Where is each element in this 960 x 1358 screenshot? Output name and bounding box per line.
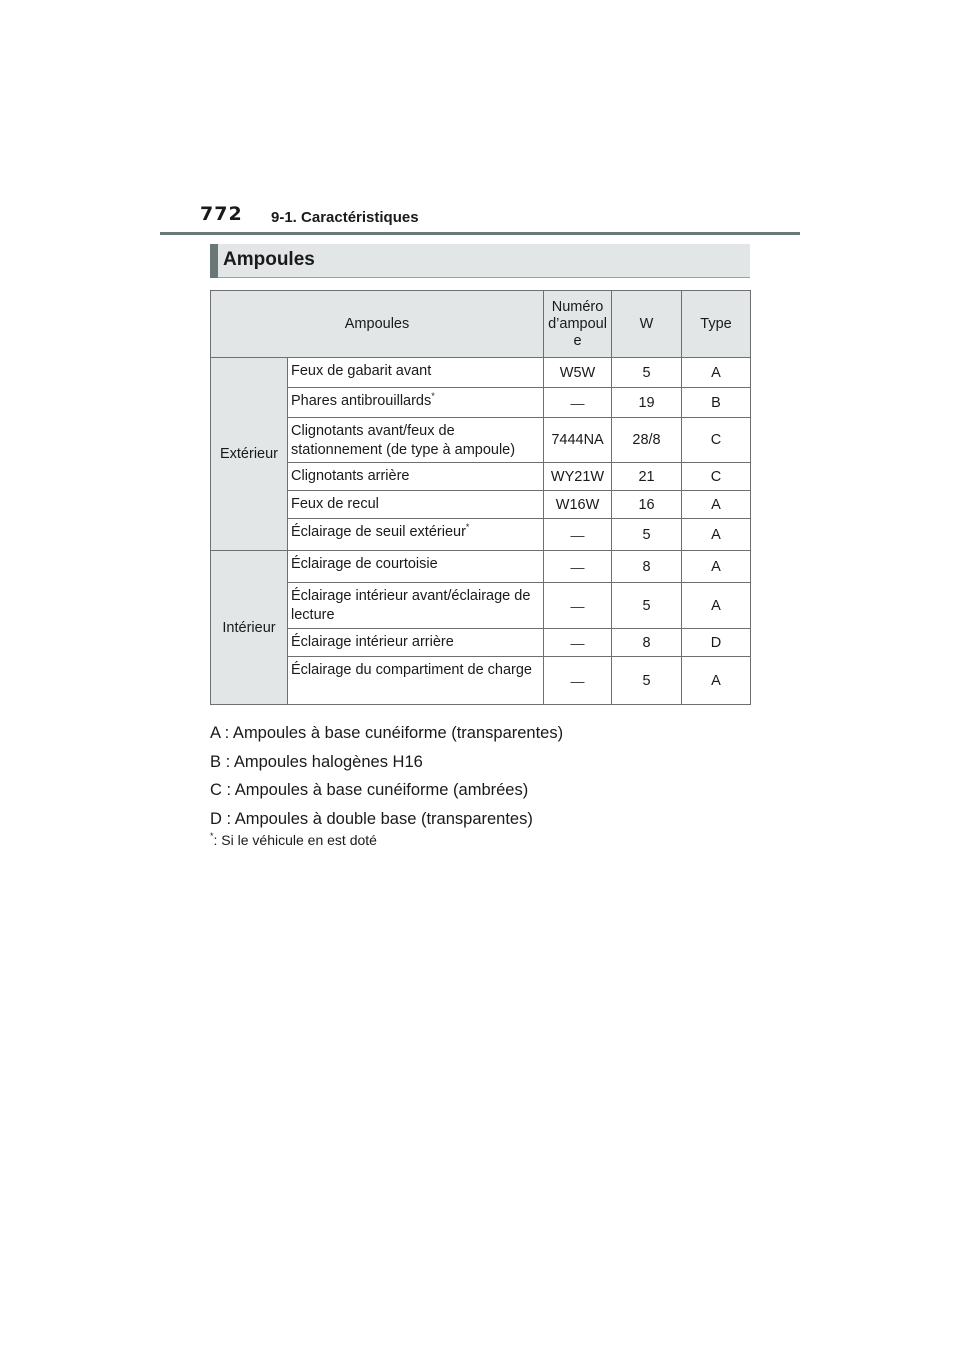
table-row <box>211 388 751 418</box>
bulb-number: — <box>544 519 612 551</box>
bulb-type: C <box>682 463 751 491</box>
table-row <box>211 629 751 657</box>
bulb-name: Feux de recul <box>288 491 544 519</box>
table-header <box>211 291 751 358</box>
table-row <box>211 583 751 629</box>
bulb-watt: 5 <box>612 657 682 705</box>
type-legend <box>210 719 563 833</box>
bulb-type: A <box>682 491 751 519</box>
column-header-type: Type <box>682 291 751 358</box>
table-row <box>211 551 751 583</box>
table-body <box>211 358 751 705</box>
bulb-type: A <box>682 583 751 629</box>
bulb-number: — <box>544 657 612 705</box>
bulb-number: 7444NA <box>544 418 612 463</box>
table-row <box>211 418 751 463</box>
legend-item-d: D : Ampoules à double base (transparentes) <box>210 809 533 828</box>
bulb-watt: 5 <box>612 358 682 388</box>
bulb-watt: 5 <box>612 583 682 629</box>
table-row <box>211 657 751 705</box>
group-label: Extérieur <box>211 358 288 551</box>
bulb-type: C <box>682 418 751 463</box>
bulb-name: Éclairage intérieur avant/éclairage de lecture <box>288 583 544 629</box>
bulb-type: A <box>682 551 751 583</box>
header-rule <box>160 232 800 235</box>
heading-text: Ampoules <box>223 249 315 270</box>
footnote-text: : Si le véhicule en est doté <box>213 832 377 848</box>
bulb-watt: 8 <box>612 629 682 657</box>
table-row <box>211 491 751 519</box>
bulb-name: Clignotants avant/feux de stationnement (de type à ampoule) <box>288 418 544 463</box>
bulb-name: Phares antibrouillards* <box>288 388 544 418</box>
bulb-number: WY21W <box>544 463 612 491</box>
bulb-type: A <box>682 358 751 388</box>
bulb-type: A <box>682 519 751 551</box>
bulb-watt: 19 <box>612 388 682 418</box>
bulb-name: Feux de gabarit avant <box>288 358 544 388</box>
footnote-marker: * <box>210 831 214 841</box>
page-header <box>0 0 960 240</box>
bulb-watt: 5 <box>612 519 682 551</box>
group-label: Intérieur <box>211 551 288 705</box>
bulb-number: — <box>544 551 612 583</box>
column-header-bulbs: Ampoules <box>211 291 544 358</box>
bulb-name: Éclairage intérieur arrière <box>288 629 544 657</box>
column-header-number: Numéro d’ampoule <box>544 291 612 358</box>
bulb-number: — <box>544 583 612 629</box>
bulb-watt: 16 <box>612 491 682 519</box>
footnote-marker: * <box>431 391 435 401</box>
bulb-name: Éclairage du compartiment de charge <box>288 657 544 705</box>
bulb-watt: 21 <box>612 463 682 491</box>
bulb-name: Éclairage de courtoisie <box>288 551 544 583</box>
bulb-number: — <box>544 629 612 657</box>
page-number: 772 <box>200 203 243 225</box>
bulb-number: W16W <box>544 491 612 519</box>
bulb-type: D <box>682 629 751 657</box>
bulb-watt: 28/8 <box>612 418 682 463</box>
heading-accent-bar <box>210 244 218 278</box>
section-title: 9-1. Caractéristiques <box>271 209 419 226</box>
table-row <box>211 358 751 388</box>
legend-item-b: B : Ampoules halogènes H16 <box>210 752 423 771</box>
legend-item-c: C : Ampoules à base cunéiforme (ambrées) <box>210 781 529 799</box>
table-row <box>211 463 751 491</box>
column-header-watt: W <box>612 291 682 358</box>
bulb-name: Clignotants arrière <box>288 463 544 491</box>
legend-item-a: A : Ampoules à base cunéiforme (transparentes) <box>210 724 564 742</box>
bulb-name: Éclairage de seuil extérieur* <box>288 519 544 551</box>
bulb-type: B <box>682 388 751 418</box>
footnote-marker: * <box>465 522 470 532</box>
bulb-number: W5W <box>544 358 612 388</box>
bulb-number: — <box>544 388 612 418</box>
bulbs-table <box>210 290 751 705</box>
bulb-type: A <box>682 657 751 705</box>
table-row <box>211 519 751 551</box>
bulb-watt: 8 <box>612 551 682 583</box>
footnote <box>210 832 377 848</box>
section-heading <box>210 244 750 278</box>
